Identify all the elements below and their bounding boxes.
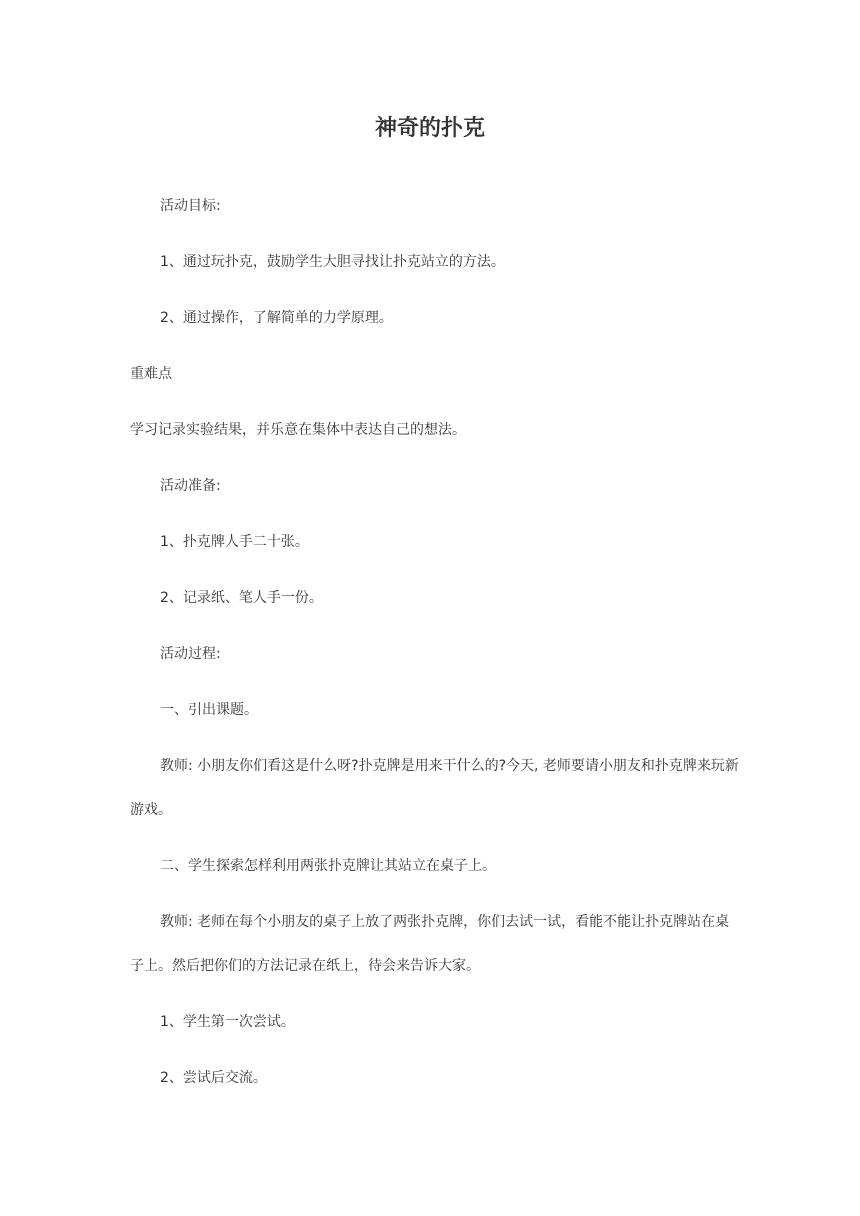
page-title: 神奇的扑克	[374, 116, 485, 141]
paragraph: 活动过程:	[160, 646, 221, 662]
paragraph: 1、通过玩扑克，鼓励学生大胆寻找让扑克站立的方法。	[160, 254, 505, 270]
paragraph: 2、通过操作，了解简单的力学原理。	[160, 310, 393, 326]
paragraph: 学习记录实验结果，并乐意在集体中表达自己的想法。	[130, 422, 466, 438]
paragraph: 教师: 小朋友你们看这是什么呀?扑克牌是用来干什么的?今天, 老师要请小朋友和扑克牌来玩新游戏。	[130, 758, 739, 818]
paragraph: 2、尝试后交流。	[160, 1070, 267, 1086]
paragraph: 二、学生探索怎样利用两张扑克牌让其站立在桌子上。	[160, 858, 496, 874]
paragraph: 1、扑克牌人手二十张。	[160, 534, 309, 550]
paragraph: 1、学生第一次尝试。	[160, 1014, 295, 1030]
paragraph: 活动准备:	[160, 478, 221, 494]
paragraph: 一、引出课题。	[160, 702, 258, 718]
paragraph: 2、记录纸、笔人手一份。	[160, 590, 323, 606]
paragraph: 教师: 老师在每个小朋友的桌子上放了两张扑克牌，你们去试一试，看能不能让扑克牌站在桌子上。然后把你们的方法记录在纸上，待会来告诉大家。	[130, 914, 730, 974]
section-heading: 重难点	[130, 366, 172, 382]
paragraph: 活动目标:	[160, 198, 221, 214]
